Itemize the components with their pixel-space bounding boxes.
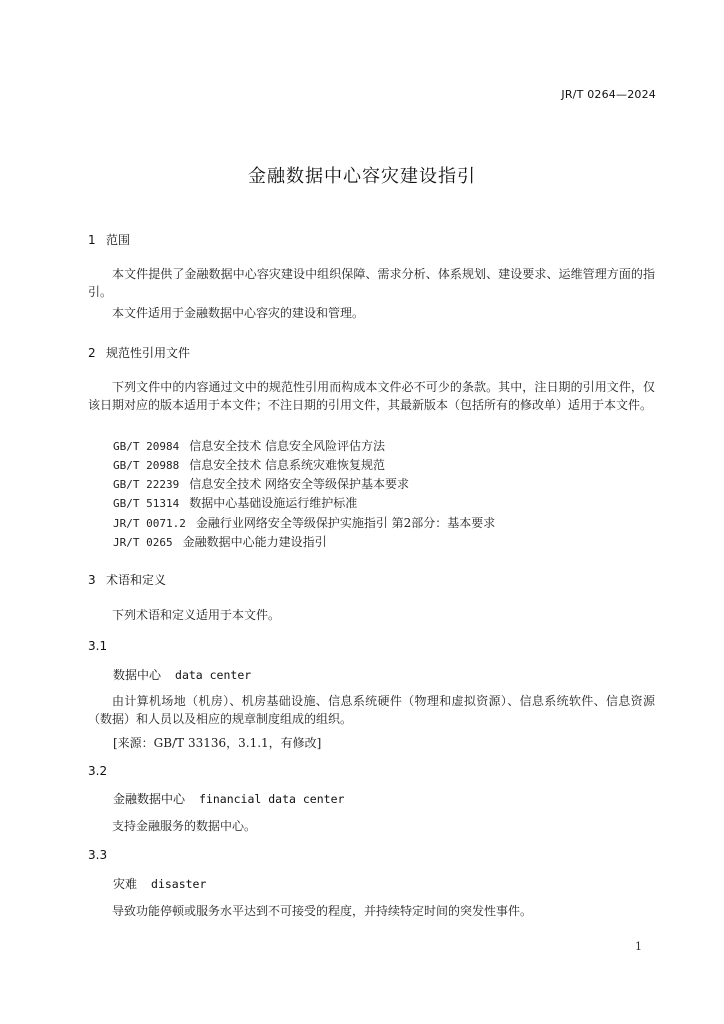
reference-item [113,475,409,492]
document-title: 金融数据中心容灾建设指引 [248,166,476,187]
term-definition: 导致功能停顿或服务水平达到不可接受的程度，并持续特定时间的突发性事件。 [112,904,533,918]
reference-title: 信息安全技术 信息安全风险评估方法 [189,439,386,453]
reference-item [113,456,385,473]
term-chinese: 灾难 [113,877,138,891]
clause-number: 3.2 [88,764,108,778]
term-definition: 支持金融服务的数据中心。 [112,819,257,833]
section-title: 规范性引用文件 [106,346,191,360]
clause-number: 3.3 [88,848,108,862]
term-source: [来源：GB/T 33136，3.1.1，有修改] [113,736,322,750]
reference-code: GB/T 51314 [113,497,180,510]
reference-code: GB/T 20988 [113,459,180,472]
section-number: 1 [88,233,96,247]
section-heading-terms [88,571,166,588]
reference-code: JR/T 0071.2 [113,517,186,530]
normative-refs-intro: 下列文件中的内容通过文中的规范性引用而构成本文件必不可少的条款。其中，注日期的引用文件，仅该日期对应的版本适用于本文件；不注日期的引用文件，其最新版本（包括所有的修改单）适用于本文件。 [88,380,655,412]
term-english: data center [175,668,252,682]
term-definition: 由计算机场地（机房）、机房基础设施、信息系统硬件（物理和虚拟资源）、信息系统软件、信息资源（数据）和人员以及相应的规章制度组成的组织。 [88,694,655,726]
reference-item [113,494,357,511]
clause-number: 3.1 [88,639,108,653]
reference-title: 信息安全技术 信息系统灾难恢复规范 [189,458,386,472]
section-heading-scope [88,231,130,248]
page-number: 1 [635,940,642,953]
scope-paragraph: 本文件提供了金融数据中心容灾建设中组织保障、需求分析、体系规划、建设要求、运维管理方面的指引。 [88,267,655,299]
reference-code: GB/T 22239 [113,478,180,491]
scope-paragraph: 本文件适用于金融数据中心容灾的建设和管理。 [112,306,365,320]
reference-title: 数据中心基础设施运行维护标准 [189,496,358,510]
section-number: 2 [88,346,96,360]
term-chinese: 数据中心 [113,668,162,682]
term-english: disaster [151,877,207,891]
reference-title: 金融行业网络安全等级保护实施指引 第2部分：基本要求 [195,516,496,530]
terms-intro: 下列术语和定义适用于本文件。 [112,608,281,622]
reference-item [113,533,327,550]
term-entry [113,875,206,892]
term-chinese: 金融数据中心 [113,792,186,806]
reference-code: JR/T 0265 [113,536,173,549]
section-number: 3 [88,573,96,587]
term-entry [113,666,251,683]
term-entry [113,790,344,807]
reference-item [113,514,495,531]
reference-title: 信息安全技术 网络安全等级保护基本要求 [189,477,410,491]
section-title: 范围 [106,233,131,247]
term-english: financial data center [199,792,345,806]
standard-code: JR/T 0264—2024 [561,88,656,101]
section-heading-normative-refs [88,344,190,361]
section-title: 术语和定义 [106,573,167,587]
reference-title: 金融数据中心能力建设指引 [182,535,327,549]
reference-item [113,437,385,454]
reference-code: GB/T 20984 [113,440,180,453]
